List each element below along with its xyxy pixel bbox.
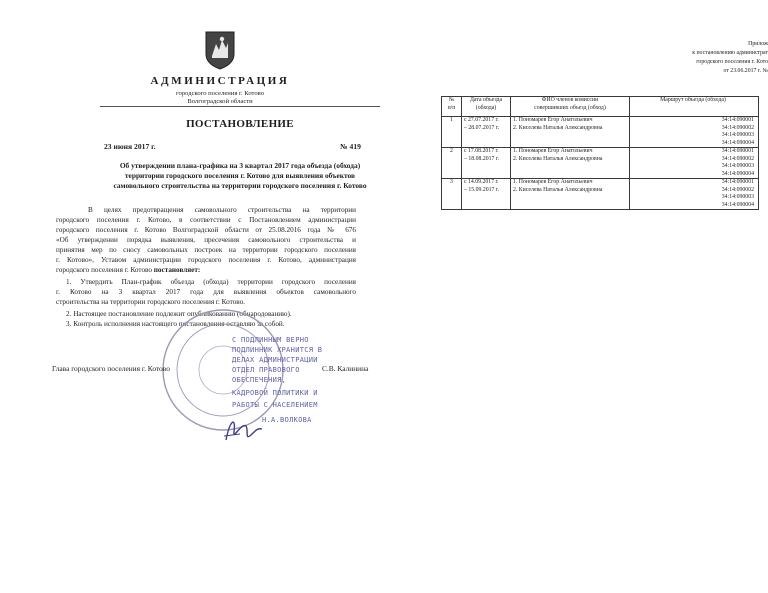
cell-date: [462, 179, 511, 210]
cell-text: 34:14:090002: [721, 155, 754, 162]
document-number: № 419: [340, 142, 361, 151]
cell-text: 2. Киселева Наталья Александровна: [513, 186, 603, 193]
header-date: [462, 97, 511, 117]
stamp-line: ДЕЛАХ АДМИНИСТРАЦИИ: [232, 356, 318, 364]
admin-subtitle: городского поселения г. Котово: [175, 90, 265, 97]
subject-line: Об утверждении плана-графика на 3 квартал 2017 года объезда (обхода): [119, 161, 361, 170]
body-line: городского поселения г. Котово, в соответствии с Постановлением администрации: [56, 216, 356, 224]
subject-line: самовольного строительства на территории городского поселения г. Котово: [113, 181, 367, 190]
body-line: г. Котово на 3 квартал 2017 года для выявления объектов самовольного: [56, 288, 356, 296]
header-text: совершивших объезд (обход): [534, 104, 606, 111]
cell-num: 2: [442, 148, 462, 179]
cell-num: 1: [442, 117, 462, 148]
appendix-header-line: к постановлению администрат: [692, 50, 768, 56]
cell-text: – 18.08.2017 г.: [464, 155, 500, 162]
body-line: городского поселения г. Котово Волгоградской области от 25.08.2016 года № 676: [56, 226, 356, 234]
table-row: [442, 179, 759, 210]
cell-route: [630, 179, 759, 210]
body-line: 3. Контроль исполнения настоящего постановления оставляю за собой.: [66, 320, 285, 328]
stamp-line: ПОДЛИННИК ХРАНИТСЯ В: [232, 346, 323, 354]
table-row: [442, 117, 759, 148]
body-line: 2. Настоящее постановление подлежит опубликованию (обнародованию).: [66, 310, 292, 318]
subject-line: территории городского поселения г. Котово для выявления объектов: [124, 171, 356, 180]
appendix-header-line: городского поселения г. Кото: [696, 59, 768, 65]
header-text: №: [448, 97, 455, 103]
stamp-line: ОТДЕЛ ПРАВОВОГО: [232, 366, 300, 374]
table-header-row: [442, 97, 759, 117]
inspection-schedule-table: [441, 96, 759, 210]
header-num: [442, 97, 462, 117]
cell-date: [462, 148, 511, 179]
cell-text: 34:14:090001: [721, 148, 754, 154]
header-text: п/п: [447, 104, 456, 111]
admin-title: АДМИНИСТРАЦИЯ: [150, 75, 290, 87]
header-route: [630, 97, 759, 117]
document-type: ПОСТАНОВЛЕНИЕ: [186, 118, 294, 130]
cell-text: – 28.07.2017 г.: [464, 124, 500, 131]
signature-name: С.В. Калинина: [322, 364, 369, 373]
cell-text: 34:14:090003: [721, 132, 754, 138]
cell-text: 34:14:090004: [721, 170, 754, 177]
cell-names: [511, 148, 630, 179]
cell-date: [462, 117, 511, 148]
cell-text: 34:14:090003: [721, 163, 754, 169]
cell-text: 34:14:090002: [721, 186, 754, 193]
appendix-header-line: Прилож: [748, 41, 768, 47]
header-text: Дата объезда: [469, 97, 503, 103]
header-text: Маршрут объезда (обхода): [660, 97, 726, 103]
keyword-postanovlyaet: постановляет:: [153, 266, 201, 274]
body-line: 1. Утвердить План-график объезда (обхода) территории городского поселения: [66, 278, 356, 286]
cell-text: 34:14:090002: [721, 124, 754, 131]
handwritten-signature-icon: [222, 412, 264, 446]
cell-text: 2. Киселева Наталья Александровна: [513, 124, 603, 131]
table-row: [442, 148, 759, 179]
cell-text: 34:14:090004: [721, 139, 754, 146]
cell-text: 34:14:090001: [721, 117, 754, 123]
body-line: «Об утверждении порядка выявления, пресечения самовольного строительства и: [56, 236, 356, 244]
cell-text: – 15.09.2017 г.: [464, 186, 500, 193]
appendix-header-line: от 23.06.2017 г. №: [723, 68, 768, 74]
header-names: [511, 97, 630, 117]
cell-text: 1. Пономарев Егор Анатольевич: [513, 148, 593, 154]
body-line: В целях предотвращения самовольного строительства на территории: [88, 206, 356, 214]
body-line: г. Котово», Уставом администрации городского поселения г. Котово, администрация: [56, 256, 356, 264]
cell-route: [630, 117, 759, 148]
coat-of-arms-icon: [204, 30, 236, 70]
cell-text: 1. Пономарев Егор Анатольевич: [513, 179, 593, 185]
cell-text: 34:14:090004: [721, 201, 754, 208]
header-text: ФИО членов комиссии: [541, 97, 599, 103]
body-line: [56, 265, 356, 275]
cell-route: [630, 148, 759, 179]
cell-text: с 14.09.2017 г.: [464, 179, 499, 185]
cell-names: [511, 117, 630, 148]
body-line: принятия мер по сносу самовольных построек на территории городского поселения: [56, 246, 356, 254]
stamp-line: РАБОТЫ С НАСЕЛЕНИЕМ: [232, 401, 318, 409]
body-line: строительства на территории городского поселения г. Котово.: [56, 298, 245, 306]
cell-text: с 17.08.2017 г.: [464, 148, 499, 154]
stamp-line: КАДРОВОЙ ПОЛИТИКИ И: [232, 389, 318, 397]
cell-names: [511, 179, 630, 210]
cell-text: с 27.07.2017 г.: [464, 117, 499, 123]
cell-num: 3: [442, 179, 462, 210]
header-divider: [100, 106, 380, 107]
stamp-line: Н.А.ВОЛКОВА: [262, 416, 312, 424]
stamp-line: ОБЕСПЕЧЕНИЯ,: [232, 376, 287, 384]
body-text: городского поселения г. Котово: [56, 266, 154, 274]
header-text: (обхода): [475, 104, 497, 111]
cell-text: 34:14:090003: [721, 194, 754, 200]
cell-text: 2. Киселева Наталья Александровна: [513, 155, 603, 162]
document-date: 23 июня 2017 г.: [104, 142, 156, 151]
cell-text: 34:14:090001: [721, 179, 754, 185]
cell-text: 1. Пономарев Егор Анатольевич: [513, 117, 593, 123]
admin-region: Волгоградской области: [187, 98, 253, 105]
signature-title: Глава городского поселения г. Котово: [52, 364, 170, 373]
stamp-line: С ПОДЛИННЫМ ВЕРНО: [232, 336, 309, 344]
